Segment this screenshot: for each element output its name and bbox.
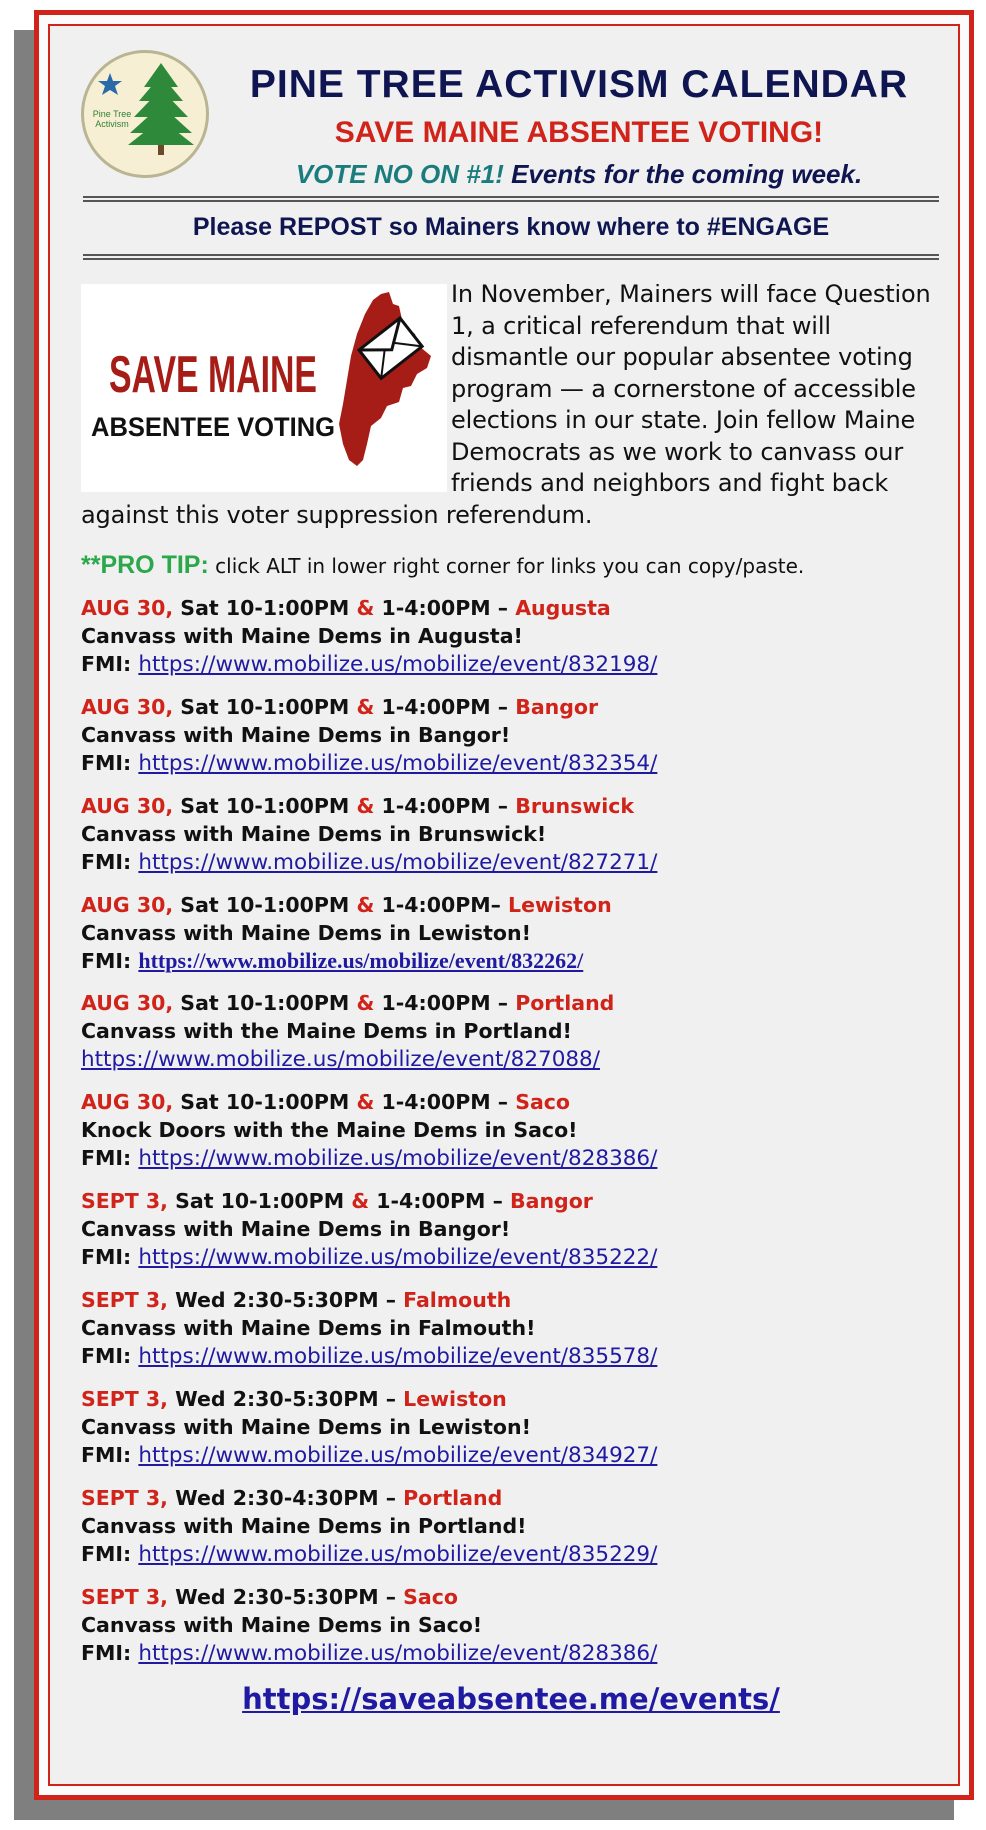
event-description: Canvass with the Maine Dems in Portland! (81, 1019, 572, 1043)
event-amp: & (356, 893, 375, 917)
event-amp: & (356, 1090, 375, 1114)
maine-map-envelope-icon (81, 284, 447, 492)
event-city: Saco (403, 1585, 458, 1609)
event-item (81, 594, 941, 679)
events-list (81, 594, 941, 1668)
event-time-b: 1-4:00PM– (374, 893, 509, 917)
event-time-a: Sat 10-1:00PM (173, 1090, 357, 1114)
header (81, 46, 941, 196)
event-link[interactable]: https://www.mobilize.us/mobilize/event/827088/ (81, 1047, 600, 1072)
event-city: Bangor (509, 1189, 593, 1213)
event-fmi-label: FMI: (81, 652, 139, 676)
event-fmi (81, 749, 941, 778)
event-date: AUG 30, (81, 893, 174, 917)
event-when-where (81, 1286, 941, 1314)
event-when-where (81, 891, 941, 919)
event-description: Canvass with Maine Dems in Bangor! (81, 1217, 511, 1241)
event-fmi (81, 650, 941, 679)
logo-text: Pine Tree Activism (92, 109, 132, 129)
event-fmi (81, 848, 941, 877)
event-link[interactable]: https://www.mobilize.us/mobilize/event/834927/ (138, 1443, 658, 1468)
event-date: AUG 30, (81, 991, 174, 1015)
event-link[interactable]: https://www.mobilize.us/mobilize/event/827271/ (138, 850, 658, 875)
event-item (81, 1088, 941, 1173)
flyer-frame (34, 10, 974, 1800)
event-city: Augusta (515, 596, 611, 620)
event-amp: & (356, 596, 375, 620)
graphic-subtitle: ABSENTEE VOTING (91, 412, 335, 442)
event-city: Saco (515, 1090, 571, 1114)
event-fmi-label: FMI: (81, 1542, 139, 1566)
event-when-where (81, 693, 941, 721)
event-when-where (81, 1088, 941, 1116)
event-fmi-label: FMI: (81, 1146, 139, 1170)
tagline-events: Events for the coming week. (503, 159, 863, 189)
event-time-a: Sat 10-1:00PM (167, 1189, 352, 1213)
event-link[interactable]: https://www.mobilize.us/mobilize/event/832198/ (138, 652, 658, 677)
event-city: Lewiston (508, 893, 612, 917)
page-title: PINE TREE ACTIVISM CALENDAR (249, 63, 909, 106)
event-fmi (81, 1441, 941, 1470)
event-time-a: Sat 10-1:00PM (173, 596, 357, 620)
event-fmi-label: FMI: (81, 1245, 139, 1269)
tagline (219, 159, 939, 189)
event-item (81, 989, 941, 1074)
event-time-b: 1-4:00PM – (374, 1090, 516, 1114)
event-city: Portland (403, 1486, 503, 1510)
event-item (81, 1583, 941, 1668)
footer-events-link[interactable]: https://saveabsentee.me/events/ (242, 1682, 780, 1716)
event-description: Canvass with Maine Dems in Saco! (81, 1613, 483, 1637)
flyer-content (81, 46, 941, 1716)
event-date: AUG 30, (81, 794, 174, 818)
event-link[interactable]: https://www.mobilize.us/mobilize/event/832262/ (138, 948, 584, 973)
event-date: SEPT 3, (81, 1288, 168, 1312)
event-date: AUG 30, (81, 596, 174, 620)
event-link[interactable]: https://www.mobilize.us/mobilize/event/832354/ (138, 751, 658, 776)
pro-tip (81, 551, 941, 580)
event-date: SEPT 3, (81, 1189, 168, 1213)
event-when-where (81, 1187, 941, 1215)
event-link[interactable]: https://www.mobilize.us/mobilize/event/828386/ (138, 1641, 658, 1666)
event-link[interactable]: https://www.mobilize.us/mobilize/event/835578/ (138, 1344, 658, 1369)
event-when-where (81, 989, 941, 1017)
event-item (81, 891, 941, 975)
event-fmi-label: FMI: (81, 850, 139, 874)
event-amp: & (356, 991, 375, 1015)
event-fmi-label: FMI: (81, 751, 139, 775)
event-item (81, 1286, 941, 1371)
event-description: Canvass with Maine Dems in Augusta! (81, 624, 523, 648)
event-fmi (81, 1144, 941, 1173)
event-date: SEPT 3, (81, 1585, 168, 1609)
event-date: AUG 30, (81, 1090, 174, 1114)
event-fmi (81, 1540, 941, 1569)
event-time-a: Wed 2:30-5:30PM – (167, 1387, 404, 1411)
event-when-where (81, 594, 941, 622)
event-time-b: 1-4:00PM – (369, 1189, 510, 1213)
event-item (81, 792, 941, 877)
event-amp: & (356, 695, 375, 719)
event-when-where (81, 1385, 941, 1413)
event-fmi-label: FMI: (81, 949, 139, 973)
event-description: Canvass with Maine Dems in Brunswick! (81, 822, 547, 846)
event-time-a: Wed 2:30-4:30PM – (167, 1486, 404, 1510)
intro-section (81, 284, 941, 531)
event-fmi-label: FMI: (81, 1641, 139, 1665)
divider-bottom (83, 254, 939, 260)
tagline-vote-no: VOTE NO ON #1! (295, 159, 504, 189)
event-link[interactable]: https://www.mobilize.us/mobilize/event/828386/ (138, 1146, 658, 1171)
event-description: Canvass with Maine Dems in Bangor! (81, 723, 511, 747)
pro-tip-text: click ALT in lower right corner for links you can copy/paste. (208, 554, 805, 578)
event-time-a: Wed 2:30-5:30PM – (167, 1585, 404, 1609)
event-item (81, 1187, 941, 1272)
event-time-b: 1-4:00PM – (374, 695, 516, 719)
event-description: Canvass with Maine Dems in Portland! (81, 1514, 527, 1538)
event-fmi (81, 1342, 941, 1371)
event-time-b: 1-4:00PM – (374, 991, 516, 1015)
event-fmi-label: FMI: (81, 1344, 139, 1368)
event-date: AUG 30, (81, 695, 174, 719)
event-link[interactable]: https://www.mobilize.us/mobilize/event/835229/ (138, 1542, 658, 1567)
event-city: Falmouth (403, 1288, 512, 1312)
event-time-b: 1-4:00PM – (374, 596, 516, 620)
event-time-a: Sat 10-1:00PM (173, 893, 357, 917)
event-city: Brunswick (515, 794, 635, 818)
event-date: SEPT 3, (81, 1486, 168, 1510)
flyer-inner-frame (48, 24, 960, 1786)
event-link[interactable]: https://www.mobilize.us/mobilize/event/835222/ (138, 1245, 658, 1270)
event-date: SEPT 3, (81, 1387, 168, 1411)
event-time-a: Sat 10-1:00PM (173, 794, 357, 818)
event-item (81, 1385, 941, 1470)
event-description: Canvass with Maine Dems in Lewiston! (81, 921, 531, 945)
page-subtitle: SAVE MAINE ABSENTEE VOTING! (334, 116, 824, 149)
event-amp: & (351, 1189, 370, 1213)
save-maine-graphic (81, 284, 447, 492)
event-description: Knock Doors with the Maine Dems in Saco! (81, 1118, 578, 1142)
event-fmi (81, 947, 941, 975)
event-amp: & (356, 794, 375, 818)
event-time-b: 1-4:00PM – (374, 794, 516, 818)
event-city: Portland (515, 991, 615, 1015)
pine-tree-logo (81, 50, 209, 178)
event-when-where (81, 1484, 941, 1512)
event-fmi (81, 1639, 941, 1668)
event-description: Canvass with Maine Dems in Lewiston! (81, 1415, 531, 1439)
pro-tip-label: **PRO TIP: (81, 551, 209, 579)
event-when-where (81, 792, 941, 820)
repost-banner: Please REPOST so Mainers know where to #ENGAGE (192, 213, 830, 241)
event-time-a: Wed 2:30-5:30PM – (167, 1288, 404, 1312)
event-item (81, 693, 941, 778)
event-time-a: Sat 10-1:00PM (173, 991, 357, 1015)
event-time-a: Sat 10-1:00PM (173, 695, 357, 719)
graphic-title: SAVE MAINE (109, 346, 317, 404)
event-city: Bangor (515, 695, 599, 719)
event-item (81, 1484, 941, 1569)
event-fmi (81, 1243, 941, 1272)
intro-paragraph: In November, Mainers will face Question 1, a critical referendum that will dismantle our popular absentee voting program — a cornerstone of accessible elections in our state. Join fellow Maine Democrats as we work to canvass our friends and neighbors and fight back against this voter suppression referendum. (81, 284, 931, 529)
event-city: Lewiston (403, 1387, 507, 1411)
event-fmi (81, 1045, 941, 1074)
event-description: Canvass with Maine Dems in Falmouth! (81, 1316, 536, 1340)
event-fmi-label: FMI: (81, 1443, 139, 1467)
event-when-where (81, 1583, 941, 1611)
